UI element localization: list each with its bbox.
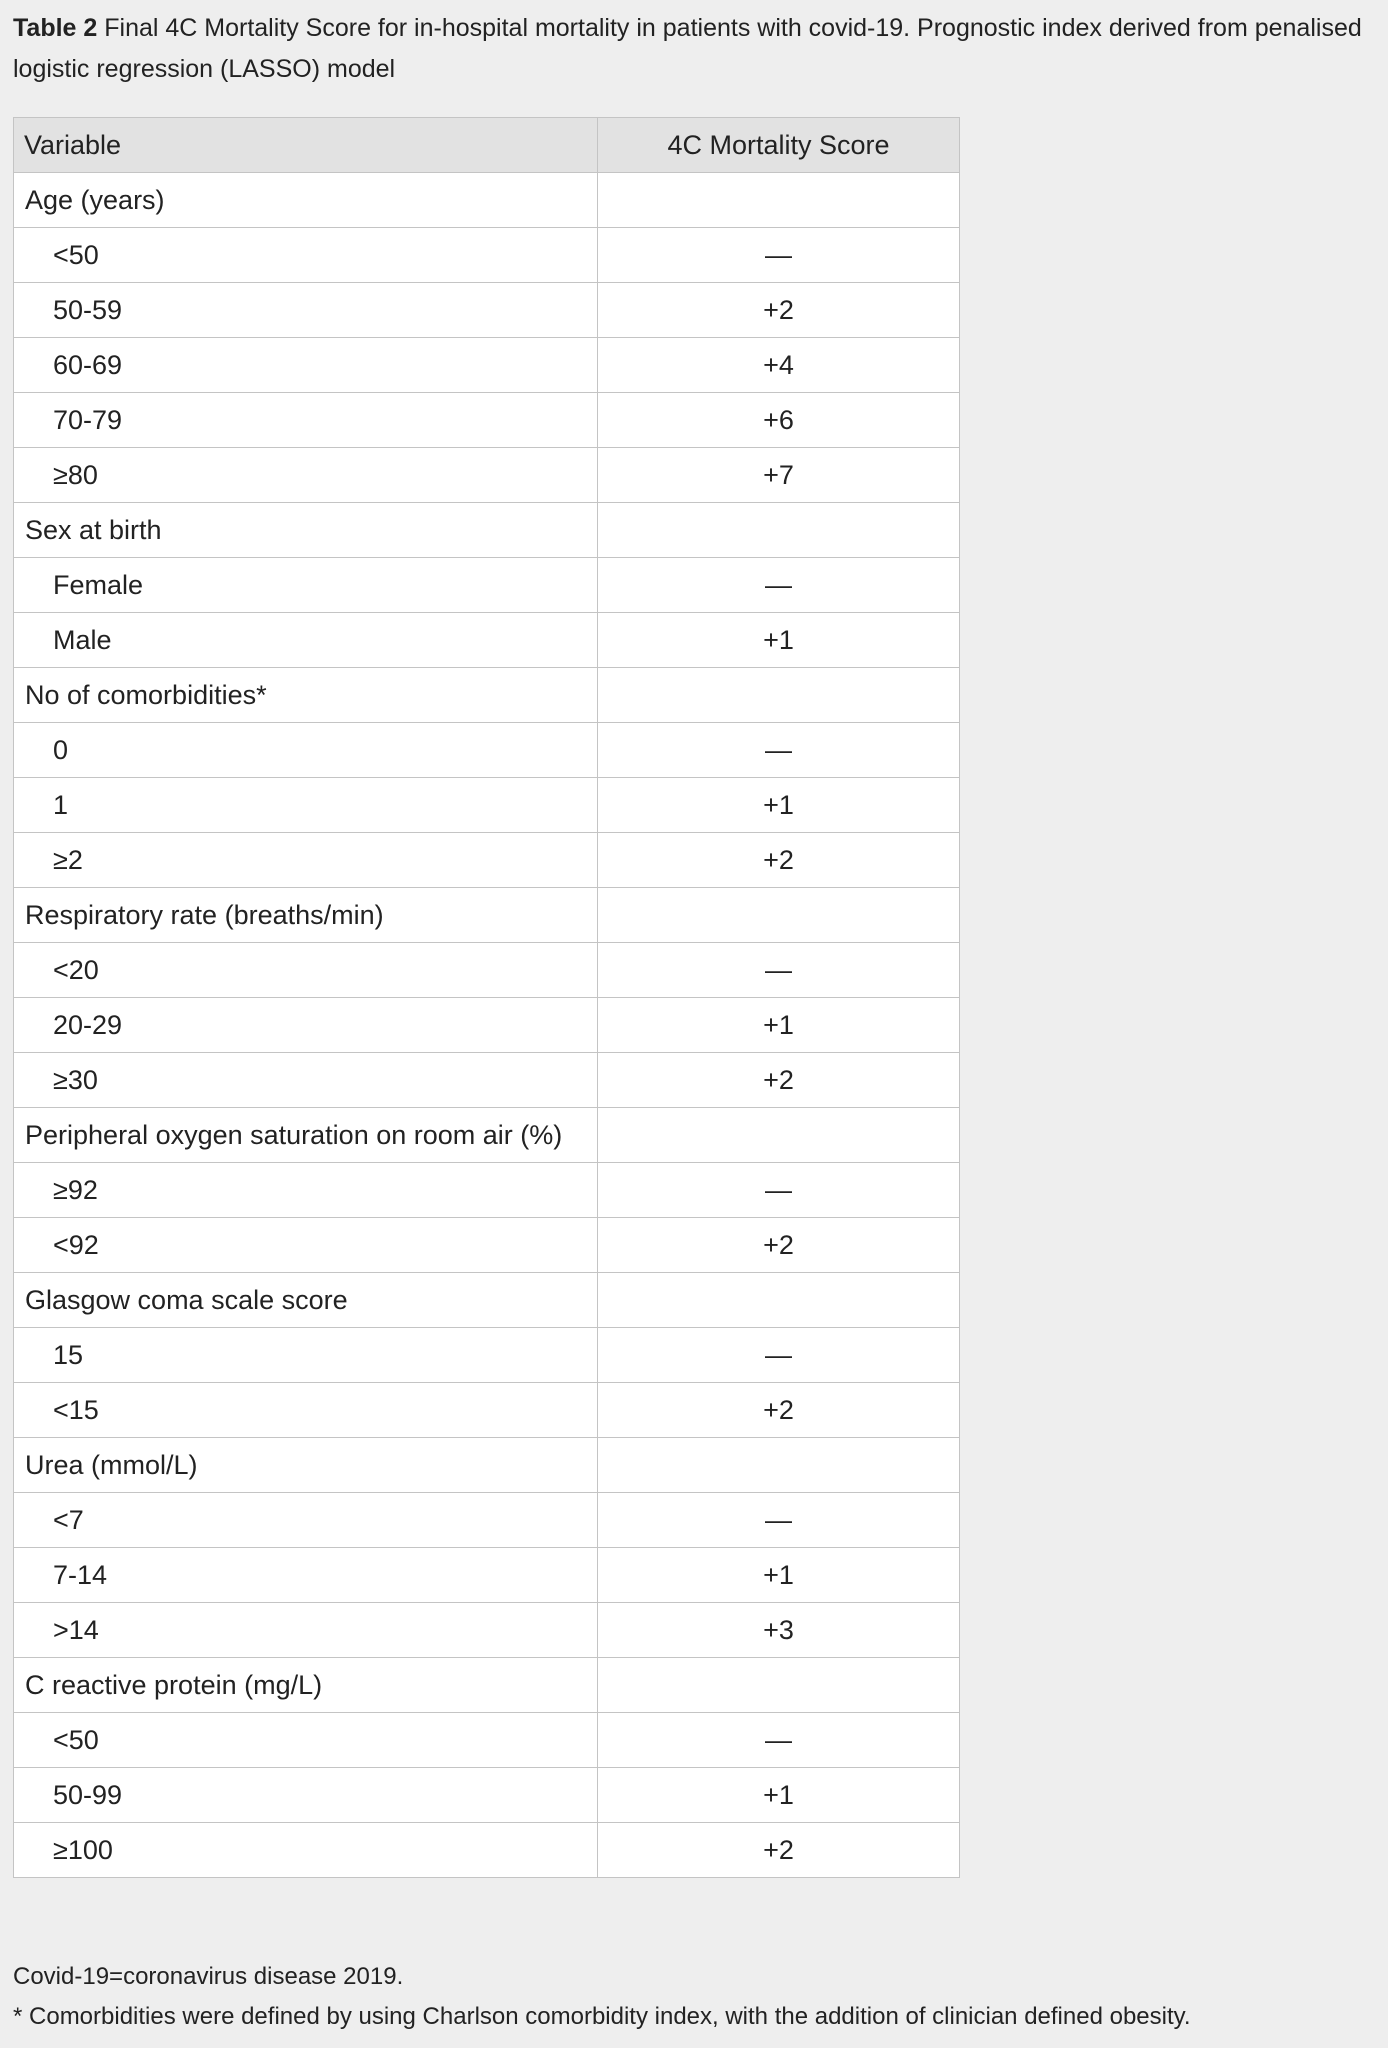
level-label: 50-59 <box>14 283 598 338</box>
level-label: ≥30 <box>14 1053 598 1108</box>
level-score: +2 <box>598 833 960 888</box>
table-row <box>14 1383 960 1438</box>
level-score: +6 <box>598 393 960 448</box>
level-label: <15 <box>14 1383 598 1438</box>
table-row <box>14 778 960 833</box>
level-score: — <box>598 1493 960 1548</box>
table-row <box>14 943 960 998</box>
category-score-empty <box>598 1438 960 1493</box>
level-score: — <box>598 1713 960 1768</box>
footnote-abbreviation: Covid-19=coronavirus disease 2019. <box>13 1963 404 1990</box>
level-label: 20-29 <box>14 998 598 1053</box>
category-label: No of comorbidities* <box>14 668 598 723</box>
mortality-score-table <box>13 117 960 1878</box>
level-label: ≥100 <box>14 1823 598 1878</box>
level-label: 0 <box>14 723 598 778</box>
table-row <box>14 1603 960 1658</box>
level-score: +1 <box>598 613 960 668</box>
level-label: 70-79 <box>14 393 598 448</box>
level-label: <50 <box>14 228 598 283</box>
category-label: Sex at birth <box>14 503 598 558</box>
level-label: <92 <box>14 1218 598 1273</box>
category-score-empty <box>598 173 960 228</box>
table-row <box>14 998 960 1053</box>
category-score-empty <box>598 1108 960 1163</box>
level-score: +1 <box>598 1768 960 1823</box>
table-row <box>14 1328 960 1383</box>
level-score: — <box>598 943 960 998</box>
table-row <box>14 1768 960 1823</box>
category-label: Age (years) <box>14 173 598 228</box>
level-label: ≥92 <box>14 1163 598 1218</box>
category-label: Peripheral oxygen saturation on room air (%) <box>14 1108 598 1163</box>
table-row <box>14 448 960 503</box>
table-row-category <box>14 1108 960 1163</box>
level-label: 15 <box>14 1328 598 1383</box>
level-score: — <box>598 558 960 613</box>
table-footnotes <box>13 1957 1383 2037</box>
category-label: C reactive protein (mg/L) <box>14 1658 598 1713</box>
level-score: — <box>598 723 960 778</box>
table-row-category <box>14 888 960 943</box>
table-row <box>14 613 960 668</box>
table-caption-text: Final 4C Mortality Score for in-hospital mortality in patients with covid-19. Prognostic index derived from penalised logistic regression (LASSO) model <box>13 14 1362 83</box>
footnote-comorbidities: * Comorbidities were defined by using Charlson comorbidity index, with the addition of clinician defined obesity. <box>13 2003 1191 2030</box>
table-row <box>14 1713 960 1768</box>
level-score: — <box>598 228 960 283</box>
level-score: +1 <box>598 778 960 833</box>
level-score: +4 <box>598 338 960 393</box>
table-row-category <box>14 1658 960 1713</box>
table-row <box>14 558 960 613</box>
table-label: Table 2 <box>13 14 98 42</box>
level-score: +2 <box>598 283 960 338</box>
level-score: +2 <box>598 1823 960 1878</box>
category-label: Urea (mmol/L) <box>14 1438 598 1493</box>
table-row <box>14 283 960 338</box>
level-score: — <box>598 1163 960 1218</box>
category-score-empty <box>598 503 960 558</box>
level-label: 1 <box>14 778 598 833</box>
table-row-category <box>14 1273 960 1328</box>
level-label: 60-69 <box>14 338 598 393</box>
header-variable: Variable <box>14 118 598 173</box>
category-label: Respiratory rate (breaths/min) <box>14 888 598 943</box>
table-row <box>14 1218 960 1273</box>
level-score: +3 <box>598 1603 960 1658</box>
level-label: Female <box>14 558 598 613</box>
level-score: +1 <box>598 998 960 1053</box>
category-score-empty <box>598 1658 960 1713</box>
level-score: +1 <box>598 1548 960 1603</box>
level-label: <50 <box>14 1713 598 1768</box>
table-row-category <box>14 1438 960 1493</box>
table-row-category <box>14 173 960 228</box>
level-label: <20 <box>14 943 598 998</box>
table-row-category <box>14 503 960 558</box>
table-row-category <box>14 668 960 723</box>
level-score: +2 <box>598 1053 960 1108</box>
category-score-empty <box>598 1273 960 1328</box>
category-score-empty <box>598 888 960 943</box>
table-row <box>14 1053 960 1108</box>
category-label: Glasgow coma scale score <box>14 1273 598 1328</box>
level-label: ≥80 <box>14 448 598 503</box>
table-row <box>14 1163 960 1218</box>
table-row <box>14 338 960 393</box>
table-header-row <box>14 118 960 173</box>
table-row <box>14 393 960 448</box>
table-row <box>14 1548 960 1603</box>
table-row <box>14 833 960 888</box>
level-label: >14 <box>14 1603 598 1658</box>
table-row <box>14 1493 960 1548</box>
table-row <box>14 723 960 778</box>
level-score: +2 <box>598 1383 960 1438</box>
level-score: +7 <box>598 448 960 503</box>
level-label: ≥2 <box>14 833 598 888</box>
level-score: — <box>598 1328 960 1383</box>
table-row <box>14 228 960 283</box>
table-body <box>14 173 960 1878</box>
level-score: +2 <box>598 1218 960 1273</box>
category-score-empty <box>598 668 960 723</box>
header-score: 4C Mortality Score <box>598 118 960 173</box>
level-label: <7 <box>14 1493 598 1548</box>
table-caption <box>13 8 1378 90</box>
level-label: 50-99 <box>14 1768 598 1823</box>
level-label: Male <box>14 613 598 668</box>
table-row <box>14 1823 960 1878</box>
level-label: 7-14 <box>14 1548 598 1603</box>
